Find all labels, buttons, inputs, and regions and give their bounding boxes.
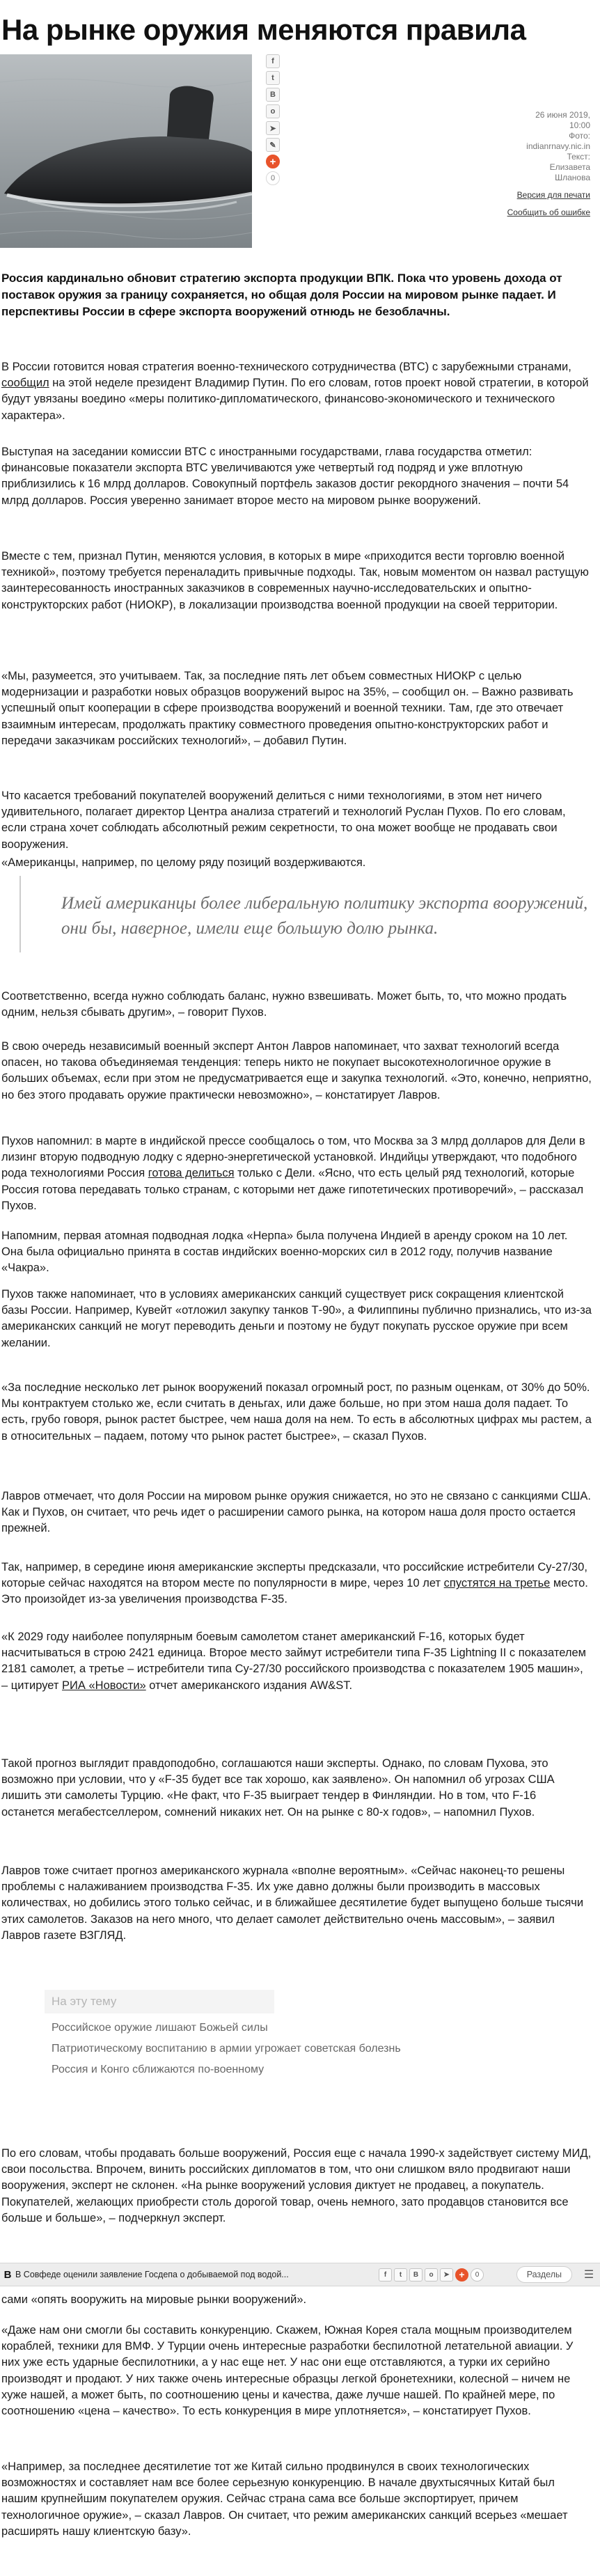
photo-label: Фото: bbox=[569, 131, 590, 141]
telegram-icon[interactable]: ➤ bbox=[440, 2268, 453, 2282]
paragraph: «За последние несколько лет рынок вооружений показал огромный рост, по разным оценкам, от 30% до 50%. Мы контрактуем столько же, если считать в деньгах, или даже больше, но при этом наша доля падает. То есть, грубо говоря, рынок растет быстрее, чем наша доля на нем. То есть в абсолютных цифрах мы растем, а в относительных – падаем, потому что рынок растет быстрее», – сказал Пухов. bbox=[1, 1381, 592, 1443]
twitter-icon[interactable]: t bbox=[394, 2268, 407, 2282]
text: Пухов напомнил: в марте в индийской прессе сообщалось о том, что Москва за 3 млрд долларов для Дели в лизинг вторую подводную лодку с ядерно-энергетической установкой. Индийцы утверждают, что подобного рода технологиями Россия bbox=[1, 1135, 585, 1180]
submarine-photo bbox=[0, 54, 252, 248]
paragraph: «Даже нам они смогли бы составить конкуренцию. Скажем, Южная Корея стала мощным производителем кораблей, техники для ВМФ. У Турции очень интересные разработки беспилотной летательной авиации. У них уже есть ударные беспилотники, а у нас еще нет. У нас они еще отставляются, а турки их серийно производят и продают. У них также очень интересные образцы легкой бронетехники, колесной – ничем не хуже нашей, а может быть, по соотношению цены и качества, даже лучше нашей. По крайней мере, по соотношению «цена – качество». То есть конкуренция в мире уплотняется», – констатирует Пухов. bbox=[1, 2324, 574, 2418]
text: место. Это произойдет из-за увеличения производства F-35. bbox=[1, 1577, 588, 1606]
sticky-header-bar bbox=[0, 2263, 600, 2286]
paragraph: Пухов также напоминает, что в условиях американских санкций существует риск сокращения клиентской базы России. Например, Кувейт «отложил закупку танков Т-90», а Филиппины публично признались, что из-за американских санкций не могут переводить деньги и поэтому не будут покупать русское оружие при всем желании. bbox=[1, 1288, 592, 1349]
livejournal-icon[interactable]: ✎ bbox=[266, 138, 280, 152]
inline-link[interactable]: РИА «Новости» bbox=[62, 1679, 146, 1692]
inline-link[interactable]: спустятся на третье bbox=[443, 1577, 551, 1590]
related-header: На эту тему bbox=[45, 1990, 274, 2013]
inline-link[interactable]: сообщил bbox=[1, 377, 49, 390]
paragraph bbox=[1, 1560, 592, 1608]
paragraph: Вместе с тем, признал Путин, меняются условия, в которых в мире «приходится вести торговлю военной техникой», поэтому требуется переналадить привычные подходы. Так, новым моментом он назвал растущую заинтересованность иностранных заказчиков в современных научно-исследовательских и опытно-конструкторских работ (НИОКР), в локализации производства военной продукции на своей территории. bbox=[1, 550, 589, 611]
related-link[interactable]: Россия и Конго сближаются по-военному bbox=[52, 2064, 265, 2075]
hamburger-menu-icon[interactable]: ☰ bbox=[583, 2269, 594, 2281]
facebook-icon[interactable]: f bbox=[379, 2268, 392, 2282]
pull-quote: Имей американцы более либеральную политику экспорта вооружений, они бы, наверное, имели еще большую долю рынка. bbox=[19, 876, 590, 952]
paragraph: Такой прогноз выглядит правдоподобно, соглашаются наши эксперты. Однако, по словам Пухова, это возможно при условии, что у «F-35 будет все так хорошо, как заявлено». Он напомнил об угрозах США лишить эти самолеты Турцию. «Не факт, что F-35 выиграет тендер в Финляндии. Но в том, что F-16 останется мегабестселлером, сомнений никаких нет. Он на рынке с 80-х годов», – напомнил Пухов. bbox=[1, 1757, 555, 1819]
vk-icon[interactable]: B bbox=[409, 2268, 423, 2282]
text: В России готовится новая стратегия военно-технического сотрудничества (ВТС) с зарубежными странами, bbox=[1, 361, 571, 373]
text-label: Текст: bbox=[567, 152, 590, 162]
print-version-link[interactable]: Версия для печати bbox=[516, 190, 590, 200]
report-error-link[interactable]: Сообщить об ошибке bbox=[507, 207, 590, 217]
paragraph: Лавров отмечает, что доля России на мировом рынке оружия снижается, но это не связано с санкциями США. Как и Пухов, он считает, что речь идет о расширении самого рынка, на котором наша доля просто остается прежней. bbox=[1, 1490, 591, 1535]
publish-date: 26 июня 2019, bbox=[535, 110, 590, 120]
share-count: 0 bbox=[471, 2268, 484, 2282]
text: отчет американского издания AW&ST. bbox=[145, 1679, 353, 1692]
paragraph: Лавров тоже считает прогноз американского журнала «вполне вероятным». «Сейчас наконец-то решены проблемы с налаживанием производства F-35. Их уже давно должны были производить в массовых количествах, но добились этого только сейчас, и в ближайшее десятилетие будет выпущено больше тысячи этих самолетов. Заказов на него много, что делает самолет действительно очень массовым», – заявил Лавров газете ВЗГЛЯД. bbox=[1, 1864, 584, 1942]
text: «К 2029 году наиболее популярным боевым самолетом станет американский F-16, которых будет насчитываться в строю 2421 единица. Второе место займут истребители типа F-35 Lightning II с показателем 2181 самолет, а третье – истребители типа Су-27/30 российского производства с показателем 1905 машин», – цитирует bbox=[1, 1631, 586, 1692]
paragraph: Соответственно, всегда нужно соблюдать баланс, нужно взвешивать. Может быть, то, что можно продать одним, нельзя сбывать другим», – говорит Пухов. bbox=[1, 990, 567, 1019]
article-lead: Россия кардинально обновит стратегию экспорта продукции ВПК. Пока что уровень дохода от поставок оружия за границу сохраняется, но общая доля России на мировом рынке падает. И перспективы России в сфере экспорта вооружений отнюдь не безоблачны. bbox=[1, 272, 562, 318]
photo-source: indianrnavy.nic.in bbox=[526, 141, 590, 151]
article-title: На рынке оружия меняются правила bbox=[1, 13, 526, 46]
text: на этой неделе президент Владимир Путин. По его словам, готов проект новой стратегии, в которой будут увязаны воедино «меры политико-дипломатического, финансово-экономического и технического характера». bbox=[1, 377, 589, 422]
sections-button[interactable]: Разделы bbox=[516, 2266, 572, 2283]
paragraph: сами «опять вооружить на мировые рынки вооружений». bbox=[1, 2293, 307, 2306]
paragraph: Что касается требований покупателей вооружений делиться с ними технологиями, в этом нет ничего удивительного, полагает директор Центра анализа стратегий и технологий Руслан Пухов. По его словам, если страна хочет соблюдать абсолютный режим секретности, то она может вообще не продавать свои вооружения. bbox=[1, 790, 566, 851]
related-link[interactable]: Российское оружие лишают Божьей силы bbox=[52, 2022, 268, 2034]
sticky-news-title[interactable]: В Совфеде оценили заявление Госдепа о добываемой под водой... bbox=[15, 2270, 289, 2279]
paragraph: «Мы, разумеется, это учитываем. Так, за последние пять лет объем совместных НИОКР с целью модернизации и разработки новых образцов вооружений вырос на 35%, – сообщил он. – Важно развивать успешный опыт кооперации в сфере производства вооружений и военной техники. Там, где это отвечает взаимным интересам, продолжать практику совместного проведения опытно-конструкторских работ и передачи заказчикам российских технологий», – добавил Путин. bbox=[1, 670, 574, 747]
odnoklassniki-icon[interactable]: o bbox=[425, 2268, 438, 2282]
article-meta bbox=[493, 110, 590, 218]
publish-time: 10:00 bbox=[569, 120, 590, 130]
author-surname: Шланова bbox=[555, 173, 590, 182]
more-share-icon[interactable]: + bbox=[266, 155, 280, 168]
odnoklassniki-icon[interactable]: o bbox=[266, 104, 280, 118]
related-articles bbox=[45, 1990, 420, 2080]
paragraph: Напомним, первая атомная подводная лодка «Нерпа» была получена Индией в аренду сроком на 10 лет. Она была официально принята в состав индийских военно-морских сил в 2012 году, получив название «Чакра». bbox=[1, 1230, 568, 1275]
paragraph bbox=[1, 1629, 592, 1694]
paragraph: «Например, за последнее десятилетие тот же Китай сильно продвинулся в своих технологических возможностях и составляет нам все более серьезную конкуренцию. В начале двухтысячных Китай был нашим крупнейшим покупателем оружия. Сейчас страна сама все больше экспортирует, причем технологичное оружие», – сказал Лавров. Он считает, что режим американских санкций всерьез «мешает расширять нашу клиентскую базу». bbox=[1, 2460, 568, 2538]
text: только с Дели. «Ясно, что есть целый ряд технологий, которые Россия готова передавать только странам, с которыми нет даже гипотетических противоречий», – рассказал Пухов. bbox=[1, 1167, 584, 1212]
paragraph: «Американцы, например, по целому ряду позиций воздерживаются. bbox=[1, 856, 366, 869]
vk-icon[interactable]: B bbox=[266, 88, 280, 102]
text: Так, например, в середине июня американские эксперты предсказали, что российские истребители Су-27/30, которые сейчас находятся на втором месте по популярности в мире, через 10 лет bbox=[1, 1561, 587, 1590]
author-name: Елизавета bbox=[549, 162, 590, 172]
twitter-icon[interactable]: t bbox=[266, 71, 280, 85]
paragraph: По его словам, чтобы продавать больше вооружений, Россия еще с начала 1990-х задействует систему МИД, свои посольства. Впрочем, винить российских дипломатов в том, что они слишком вяло продвигают наши вооружения, эксперт не склонен. «На рынке вооружений условия диктует не продавец, а покупатель. Покупателей, желающих приобрести столь дорогой товар, очень немного, зато продавцов становится все больше и больше», – подчеркнул эксперт. bbox=[1, 2147, 592, 2224]
sticky-share-buttons bbox=[379, 2268, 484, 2282]
telegram-icon[interactable]: ➤ bbox=[266, 121, 280, 135]
site-logo[interactable]: В bbox=[3, 2268, 12, 2281]
more-share-icon[interactable]: + bbox=[455, 2268, 468, 2282]
paragraph bbox=[1, 1133, 592, 1214]
share-buttons bbox=[266, 54, 281, 188]
inline-link[interactable]: готова делиться bbox=[148, 1167, 235, 1180]
paragraph bbox=[1, 359, 592, 424]
share-count: 0 bbox=[266, 171, 280, 185]
related-link[interactable]: Патриотическому воспитанию в армии угрожает советская болезнь bbox=[52, 2043, 401, 2055]
paragraph: В свою очередь независимый военный эксперт Антон Лавров напоминает, что захват технологий всегда опасен, но такова объединяемая тенденция: теперь никто не покупает высокотехнологичное оружие в больших объемах, если при этом не предусматривается еще и закупка технологий. «Это, конечно, неприятно, но без этого продавать оружие практически невозможно», – констатирует Лавров. bbox=[1, 1040, 592, 1101]
paragraph: Выступая на заседании комиссии ВТС с иностранными государствами, глава государства отметил: финансовые показатели экспорта ВТС увеличиваются уже четвертый год подряд и уже вплотную приблизились к 16 млрд долларов. Совокупный портфель заказов достиг рекордного значения – почти 54 млрд долларов. Россия уверенно занимает второе место на мировом рынке вооружений. bbox=[1, 446, 569, 507]
facebook-icon[interactable]: f bbox=[266, 54, 280, 68]
